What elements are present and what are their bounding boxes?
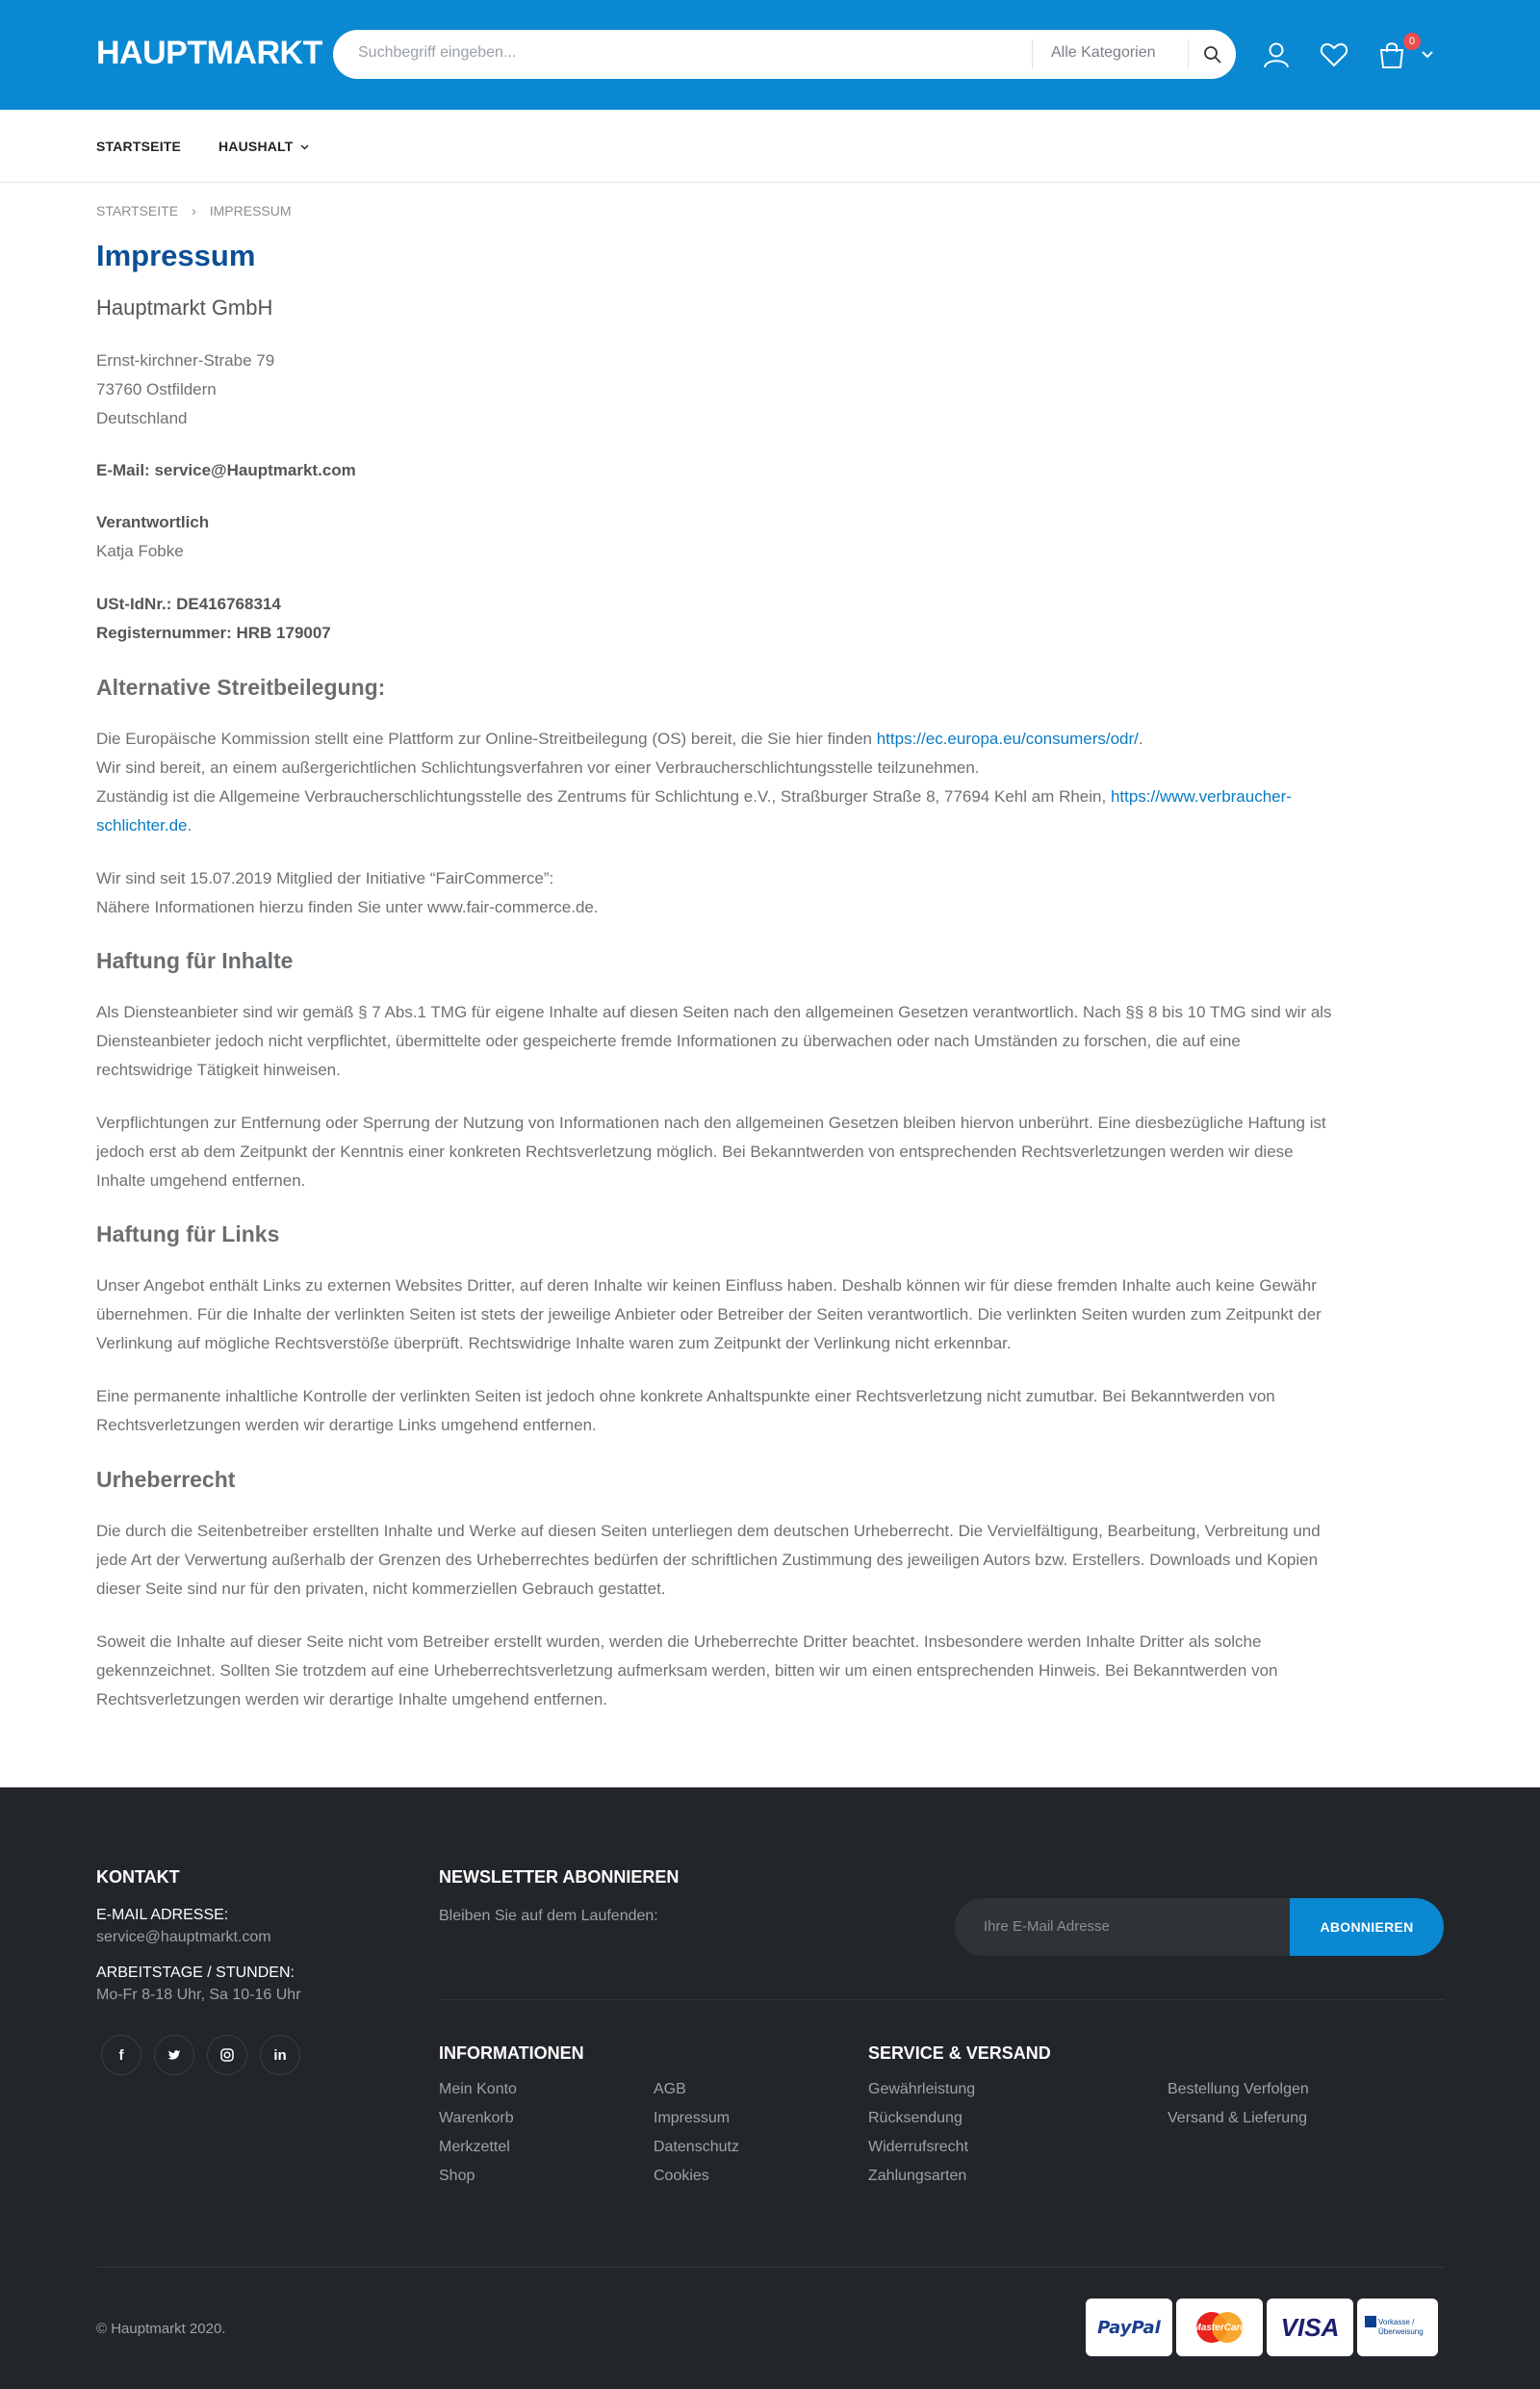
page-title: Impressum: [96, 239, 256, 272]
paragraph-line: jedoch erst ab dem Zeitpunkt der Kenntnis einer konkreten Rechtsverletzung möglich. Bei Bekanntwerden von entsprechenden Rechtsverletzungen werden wir diese: [96, 1143, 1294, 1161]
wishlist-button[interactable]: [1316, 37, 1352, 73]
ueberweisung-label: Überweisung: [1378, 2327, 1424, 2336]
paragraph-line: Eine permanente inhaltliche Kontrolle der verlinkten Seiten ist jedoch ohne konkrete Anhaltspunkte einer Rechtsverletzung nicht zumutbar. Bei Bekanntwerden von: [96, 1387, 1275, 1405]
paragraph-line: Wir sind bereit, an einem außergerichtlichen Schlichtungsverfahren vor einer Verbraucherschlichtungsstelle teilzunehmen.: [96, 758, 980, 777]
paragraph-line: Verpflichtungen zur Entfernung oder Sperrung der Nutzung von Informationen nach den allgemeinen Gesetzen bleiben hiervon unberührt. Eine diesbezügliche Haftung ist: [96, 1114, 1326, 1132]
paragraph-line: Wir sind seit 15.07.2019 Mitglied der Initiative “FairCommerce”:: [96, 869, 554, 887]
text: Die Europäische Kommission stellt eine Plattform zur Online-Streitbeilegung (OS) bereit, die Sie hier finden: [96, 730, 877, 748]
verbraucher-link[interactable]: schlichter.de: [96, 816, 188, 835]
footer-link-merkzettel[interactable]: Merkzettel: [439, 2139, 510, 2155]
paragraph-line: übernehmen. Für die Inhalte der verlinkten Seiten ist stets der jeweilige Anbieter oder Betreiber der Seiten verantwortlich. Die verlinkten Seiten wurden zum Zeitpunkt der: [96, 1305, 1322, 1323]
vorkasse-label: Vorkasse /: [1378, 2318, 1415, 2326]
footer-link-ruecksendung[interactable]: Rücksendung: [868, 2110, 962, 2126]
linkedin-icon[interactable]: in: [260, 2035, 300, 2075]
newsletter-email-input[interactable]: [955, 1898, 1297, 1956]
paypal-icon: [1086, 2299, 1172, 2356]
paragraph-line: Die durch die Seitenbetreiber erstellten Inhalte und Werke auf diesen Seiten unterliegen dem deutschen Urheberrecht. Die Vervielfältigung, Bearbeitung, Verbreitung und: [96, 1522, 1321, 1540]
newsletter-text: Bleiben Sie auf dem Laufenden:: [439, 1908, 658, 1924]
placeholder: Ihre E-Mail Adresse: [984, 1918, 1110, 1935]
divider: [439, 1999, 1444, 2000]
main-navigation: [0, 110, 1540, 183]
cart-count-badge: 0: [1403, 33, 1421, 50]
paragraph-line: Unser Angebot enthält Links zu externen Websites Dritter, auf deren Inhalte wir keinen Einfluss haben. Deshalb können wir für diese fremden Inhalte auch keine Gewähr: [96, 1276, 1317, 1295]
footer-link-agb[interactable]: AGB: [654, 2081, 686, 2097]
paragraph-line: dieser Seite sind nur für den privaten, nicht kommerziellen Gebrauch gestattet.: [96, 1580, 666, 1598]
search-input[interactable]: Suchbegriff eingeben...: [358, 44, 517, 61]
paragraph-line: [96, 787, 1292, 807]
paragraph-line: [96, 730, 1143, 749]
footer-link-zahlungsarten[interactable]: Zahlungsarten: [868, 2168, 967, 2184]
company-name: Hauptmarkt GmbH: [96, 295, 273, 320]
footer-email[interactable]: service@hauptmarkt.com: [96, 1929, 271, 1945]
category-select[interactable]: Alle Kategorien: [1051, 44, 1156, 61]
info-title: INFORMATIONEN: [439, 2043, 584, 2063]
copyright: © Hauptmarkt 2020.: [96, 2321, 226, 2337]
footer-link-shop[interactable]: Shop: [439, 2168, 475, 2184]
logo[interactable]: HAUPTMARKT: [96, 35, 322, 71]
instagram-glyph-icon: [220, 2048, 234, 2062]
chevron-right-icon: ›: [192, 203, 196, 218]
breadcrumb: [96, 203, 292, 218]
email-label: E-MAIL ADRESSE:: [96, 1907, 229, 1923]
search-button[interactable]: [1195, 38, 1230, 72]
paragraph-line: [96, 816, 192, 835]
section-heading: Alternative Streitbeilegung:: [96, 675, 386, 700]
paragraph-line: Nähere Informationen hierzu finden Sie unter www.fair-commerce.de.: [96, 898, 599, 916]
address-line: Ernst-kirchner-Strabe 79: [96, 351, 275, 370]
section-heading: Haftung für Inhalte: [96, 948, 294, 973]
register-number: Registernummer: HRB 179007: [96, 624, 331, 642]
heart-icon: [1320, 41, 1348, 68]
nav-item-haushalt[interactable]: [218, 139, 309, 154]
footer-link-widerrufsrecht[interactable]: Widerrufsrecht: [868, 2139, 969, 2155]
section-heading: Haftung für Links: [96, 1221, 280, 1246]
paragraph-line: jede Art der Verwertung außerhalb der Grenzen des Urheberrechtes bedürfen der schriftlichen Zustimmung des jeweiligen Autors bzw. Erstellers. Downloads und Kopien: [96, 1551, 1319, 1569]
footer-hours: Mo-Fr 8-18 Uhr, Sa 10-16 Uhr: [96, 1987, 301, 2003]
footer-link-versand-lieferung[interactable]: Versand & Lieferung: [1168, 2110, 1307, 2126]
responsible-label: Verantwortlich: [96, 513, 210, 531]
email-line: E-Mail: service@Hauptmarkt.com: [96, 461, 356, 479]
chevron-down-icon: [1422, 51, 1433, 59]
paragraph-line: Verlinkung auf mögliche Rechtsverstöße überprüft. Rechtswidrige Inhalte waren zum Zeitpunkt der Verlinkung nicht erkennbar.: [96, 1334, 1012, 1352]
footer-link-bestellung-verfolgen[interactable]: Bestellung Verfolgen: [1168, 2081, 1309, 2097]
text: .: [187, 816, 192, 835]
visa-label: VISA: [1280, 2312, 1340, 2342]
twitter-bird-icon: [167, 2049, 181, 2061]
paragraph-line: Diensteanbieter jedoch nicht verpflichtet, übermittelte oder gespeicherte fremde Informationen zu überwachen oder nach Umständen zu forschen, die auf eine: [96, 1032, 1241, 1050]
nav-item-label: HAUSHALT: [218, 139, 294, 154]
footer-link-mein-konto[interactable]: Mein Konto: [439, 2081, 517, 2097]
cart-icon: [1376, 39, 1407, 70]
visa-icon: [1267, 2299, 1353, 2356]
paragraph-line: rechtswidrige Tätigkeit hinweisen.: [96, 1061, 341, 1079]
hours-label: ARBEITSTAGE / STUNDEN:: [96, 1965, 295, 1981]
footer-link-datenschutz[interactable]: Datenschutz: [654, 2139, 739, 2155]
divider: [1032, 39, 1033, 69]
vat-id: USt-IdNr.: DE416768314: [96, 595, 281, 613]
newsletter-title: NEWSLETTER ABONNIEREN: [439, 1867, 680, 1887]
odr-link[interactable]: https://ec.europa.eu/consumers/odr/: [876, 730, 1139, 748]
user-icon: [1262, 40, 1291, 69]
instagram-icon[interactable]: [207, 2035, 247, 2075]
footer-link-impressum[interactable]: Impressum: [654, 2110, 731, 2126]
twitter-icon[interactable]: [154, 2035, 194, 2075]
facebook-icon[interactable]: f: [101, 2035, 141, 2075]
address-line: 73760 Ostfildern: [96, 380, 217, 398]
footer-link-gewaehrleistung[interactable]: Gewährleistung: [868, 2081, 976, 2097]
paragraph-line: Inhalte umgehend entfernen.: [96, 1171, 306, 1190]
chevron-down-icon: [300, 144, 309, 150]
service-title: SERVICE & VERSAND: [868, 2043, 1051, 2063]
vorkasse-icon: [1357, 2299, 1438, 2356]
mastercard-icon: [1176, 2299, 1263, 2356]
text: Zuständig ist die Allgemeine Verbraucherschlichtungsstelle des Zentrums für Schlichtung e.V., Straßburger Straße 8, 77694 Kehl am Rhein,: [96, 787, 1111, 806]
bank-icon: [1365, 2316, 1376, 2327]
account-button[interactable]: [1258, 37, 1295, 73]
paragraph-line: Rechtsverletzungen werden wir derartige Links umgehend entfernen.: [96, 1416, 597, 1434]
verbraucher-link[interactable]: https://www.verbraucher-: [1110, 787, 1292, 806]
address-line: Deutschland: [96, 409, 188, 427]
cart-dropdown-toggle[interactable]: [1419, 37, 1436, 73]
mastercard-label: MasterCard: [1193, 2322, 1246, 2333]
paragraph-line: Rechtsverletzungen werden wir derartige Inhalte umgehend entfernen.: [96, 1690, 608, 1708]
header: [0, 0, 1540, 110]
paypal-label: PayPal: [1097, 2317, 1161, 2338]
footer-link-cookies[interactable]: Cookies: [654, 2168, 709, 2184]
divider: [96, 2267, 1444, 2268]
footer-link-warenkorb[interactable]: Warenkorb: [439, 2110, 514, 2126]
breadcrumb-home[interactable]: STARTSEITE: [96, 203, 179, 218]
paragraph-line: Als Diensteanbieter sind wir gemäß § 7 Abs.1 TMG für eigene Inhalte auf diesen Seiten nach den allgemeinen Gesetzen verantwortlich. Nach §§ 8 bis 10 TMG sind wir als: [96, 1003, 1332, 1021]
paragraph-line: gekennzeichnet. Sollten Sie trotzdem auf eine Urheberrechtsverletzung aufmerksam werden, bitten wir um einen entsprechenden Hinweis. Bei Bekanntwerden von: [96, 1661, 1278, 1680]
search-icon: [1203, 45, 1222, 64]
paragraph-line: Soweit die Inhalte auf dieser Seite nicht vom Betreiber erstellt wurden, werden die Urheberrechte Dritter beachtet. Insbesondere werden Inhalte Dritter als solche: [96, 1632, 1262, 1651]
responsible-name: Katja Fobke: [96, 542, 184, 560]
search-bar: [333, 30, 1236, 79]
subscribe-button[interactable]: ABONNIEREN: [1290, 1898, 1444, 1956]
nav-item-startseite[interactable]: STARTSEITE: [96, 139, 182, 154]
footer-contact-title: KONTAKT: [96, 1867, 180, 1887]
text: .: [1138, 730, 1143, 748]
section-heading: Urheberrecht: [96, 1467, 236, 1492]
divider: [1188, 39, 1189, 69]
breadcrumb-current: IMPRESSUM: [209, 203, 292, 218]
